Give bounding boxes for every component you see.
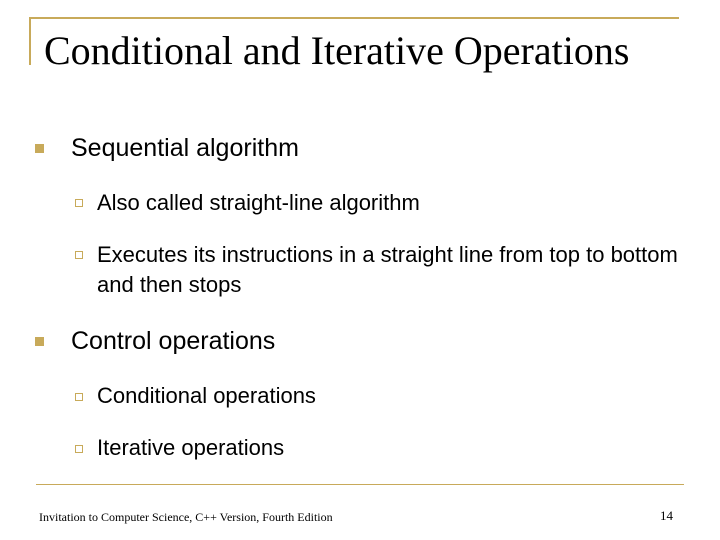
hollow-square-bullet-icon bbox=[75, 445, 83, 453]
square-bullet-icon bbox=[35, 144, 44, 153]
slide-title: Conditional and Iterative Operations bbox=[44, 28, 630, 73]
hollow-square-bullet-icon bbox=[75, 393, 83, 401]
hollow-square-bullet-icon bbox=[75, 251, 83, 259]
sub-bullet-iterative-operations: Iterative operations bbox=[97, 435, 285, 460]
square-bullet-icon bbox=[35, 337, 44, 346]
footer-book-title: Invitation to Computer Science, C++ Version, Fourth Edition bbox=[39, 510, 333, 524]
bullet-control-operations: Control operations bbox=[71, 327, 276, 355]
sub-bullet-straight-line: Also called straight-line algorithm bbox=[97, 190, 420, 215]
hollow-square-bullet-icon bbox=[75, 199, 83, 207]
page-number: 14 bbox=[660, 508, 673, 523]
footer-divider bbox=[36, 484, 684, 485]
title-frame-vertical-rule bbox=[29, 17, 31, 65]
sub-bullet-executes-instructions: Executes its instructions in a straight line from top to bottom and then stops bbox=[97, 242, 678, 297]
title-frame-top-rule bbox=[29, 17, 679, 19]
bullet-sequential-algorithm: Sequential algorithm bbox=[71, 134, 299, 162]
sub-bullet-conditional-operations: Conditional operations bbox=[97, 383, 316, 408]
